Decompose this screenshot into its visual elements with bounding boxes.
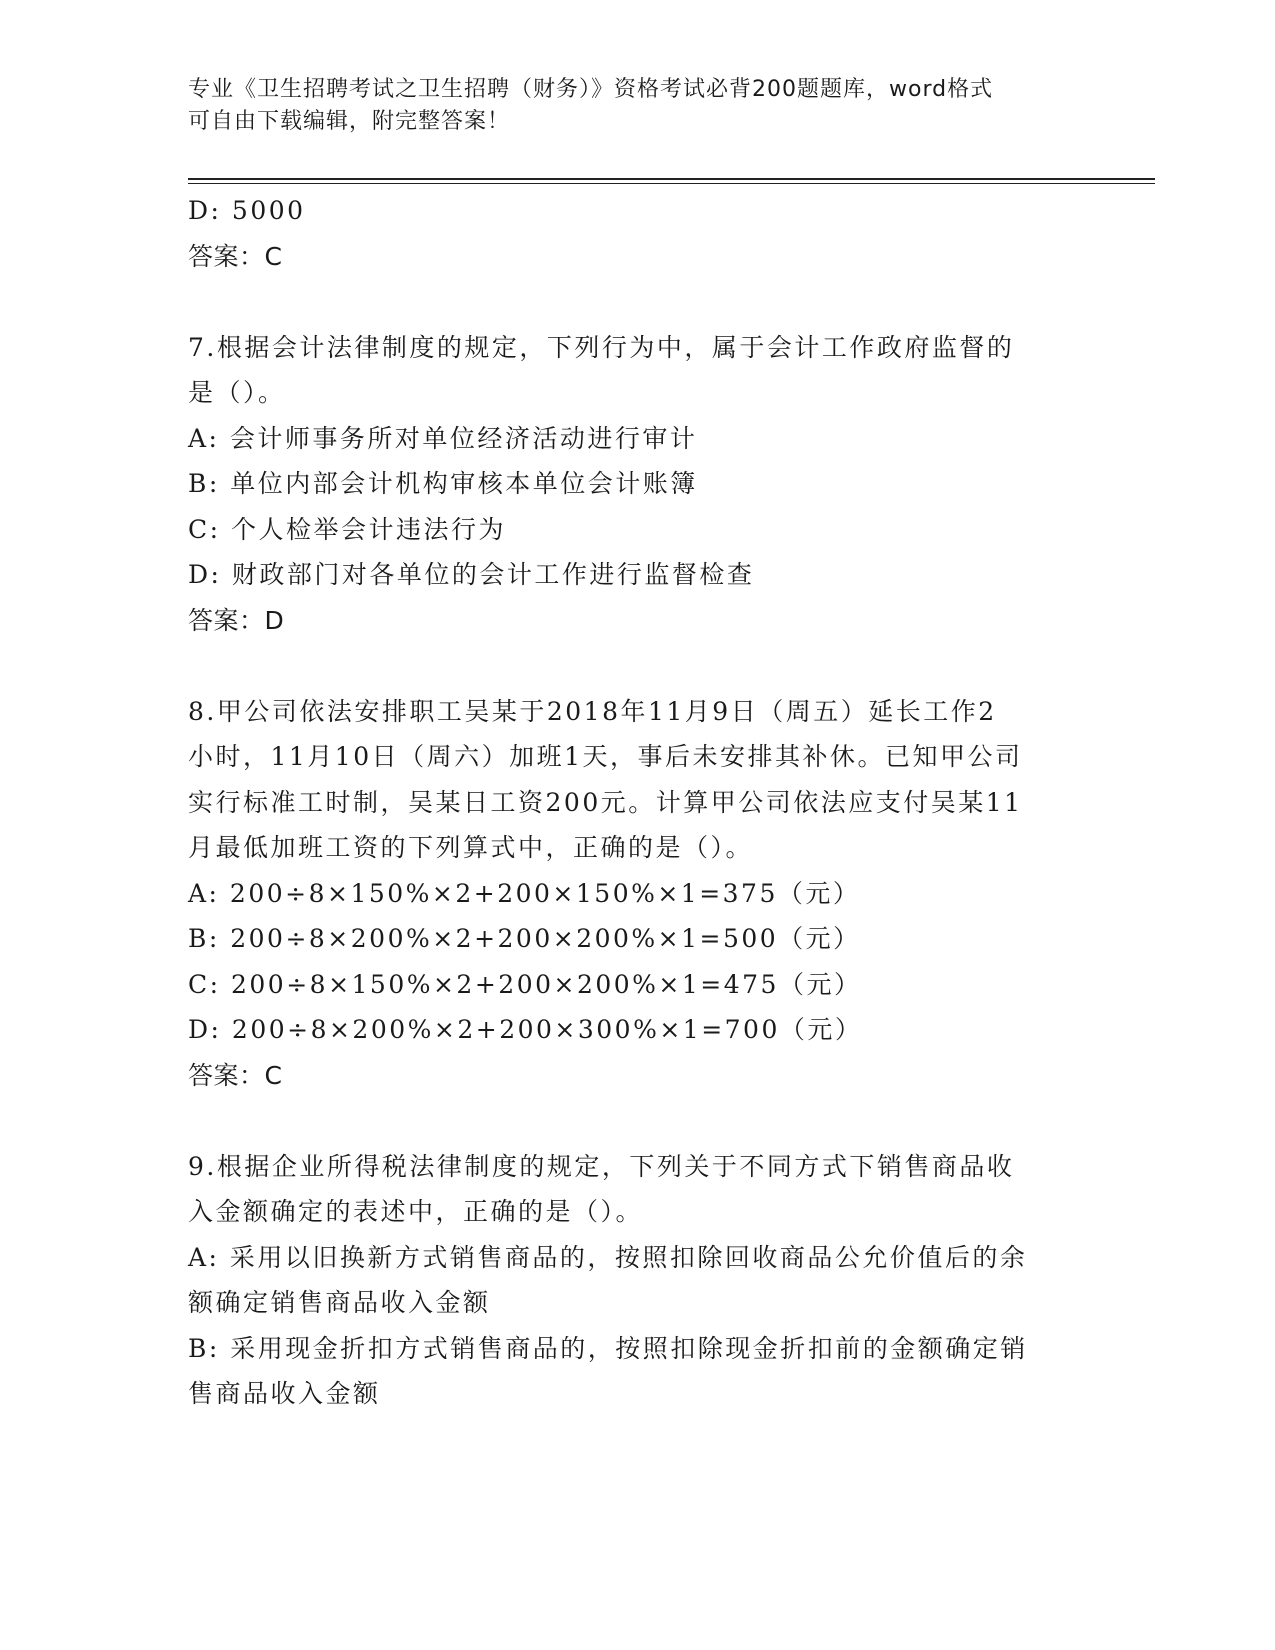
answer: 答案：C [188, 241, 283, 271]
question-8 [188, 689, 1088, 1099]
option-b: B: 200÷8×200%×2+200×200%×1=500（元） [188, 924, 861, 953]
option-d: D: 财政部门对各单位的会计工作进行监督检查 [188, 560, 755, 589]
question-stem: 小时，11月10日（周六）加班1天，事后未安排其补休。已知甲公司 [188, 742, 1023, 771]
document-body [188, 188, 1088, 1417]
answer: 答案：C [188, 1060, 283, 1090]
option-d: D: 5000 [188, 196, 306, 225]
question-stem: 8.甲公司依法安排职工吴某于2018年11月9日（周五）延长工作2 [188, 696, 997, 726]
option-a: A: 采用以旧换新方式销售商品的，按照扣除回收商品公允价值后的余 [188, 1242, 1028, 1272]
option-a: 额确定销售商品收入金额 [188, 1288, 491, 1317]
spacer [188, 643, 1088, 689]
spacer [188, 279, 1088, 325]
question-9 [188, 1144, 1088, 1417]
question-stem: 7.根据会计法律制度的规定，下列行为中，属于会计工作政府监督的 [188, 332, 1015, 362]
header-line-2: 可自由下载编辑，附完整答案！ [188, 109, 511, 134]
option-c: C: 200÷8×150%×2+200×200%×1=475（元） [188, 969, 862, 999]
document-header [188, 74, 1068, 138]
spacer [188, 1098, 1088, 1144]
question-stem: 月最低加班工资的下列算式中，正确的是（）。 [188, 833, 754, 862]
question-stem: 入金额确定的表述中，正确的是（）。 [188, 1197, 644, 1226]
option-b: 售商品收入金额 [188, 1379, 381, 1408]
header-line-1: 专业《卫生招聘考试之卫生招聘（财务）》资格考试必背200题题库，word格式 [188, 77, 994, 102]
option-c: C: 个人检举会计违法行为 [188, 514, 506, 544]
option-b: B: 采用现金折扣方式销售商品的，按照扣除现金折扣前的金额确定销 [188, 1333, 1028, 1363]
header-rule-thin [188, 183, 1155, 184]
question-6-tail [188, 188, 1088, 279]
question-stem: 实行标准工时制，吴某日工资200元。计算甲公司依法应支付吴某11 [188, 787, 1023, 817]
question-7 [188, 325, 1088, 644]
question-stem: 是（）。 [188, 378, 286, 407]
question-stem: 9.根据企业所得税法律制度的规定，下列关于不同方式下销售商品收 [188, 1151, 1015, 1181]
option-d: D: 200÷8×200%×2+200×300%×1=700（元） [188, 1015, 863, 1044]
option-a: A: 会计师事务所对单位经济活动进行审计 [188, 423, 698, 453]
answer: 答案：D [188, 605, 285, 635]
header-rule-thick [188, 178, 1155, 180]
option-b: B: 单位内部会计机构审核本单位会计账簿 [188, 469, 698, 498]
option-a: A: 200÷8×150%×2+200×150%×1=375（元） [188, 878, 861, 908]
